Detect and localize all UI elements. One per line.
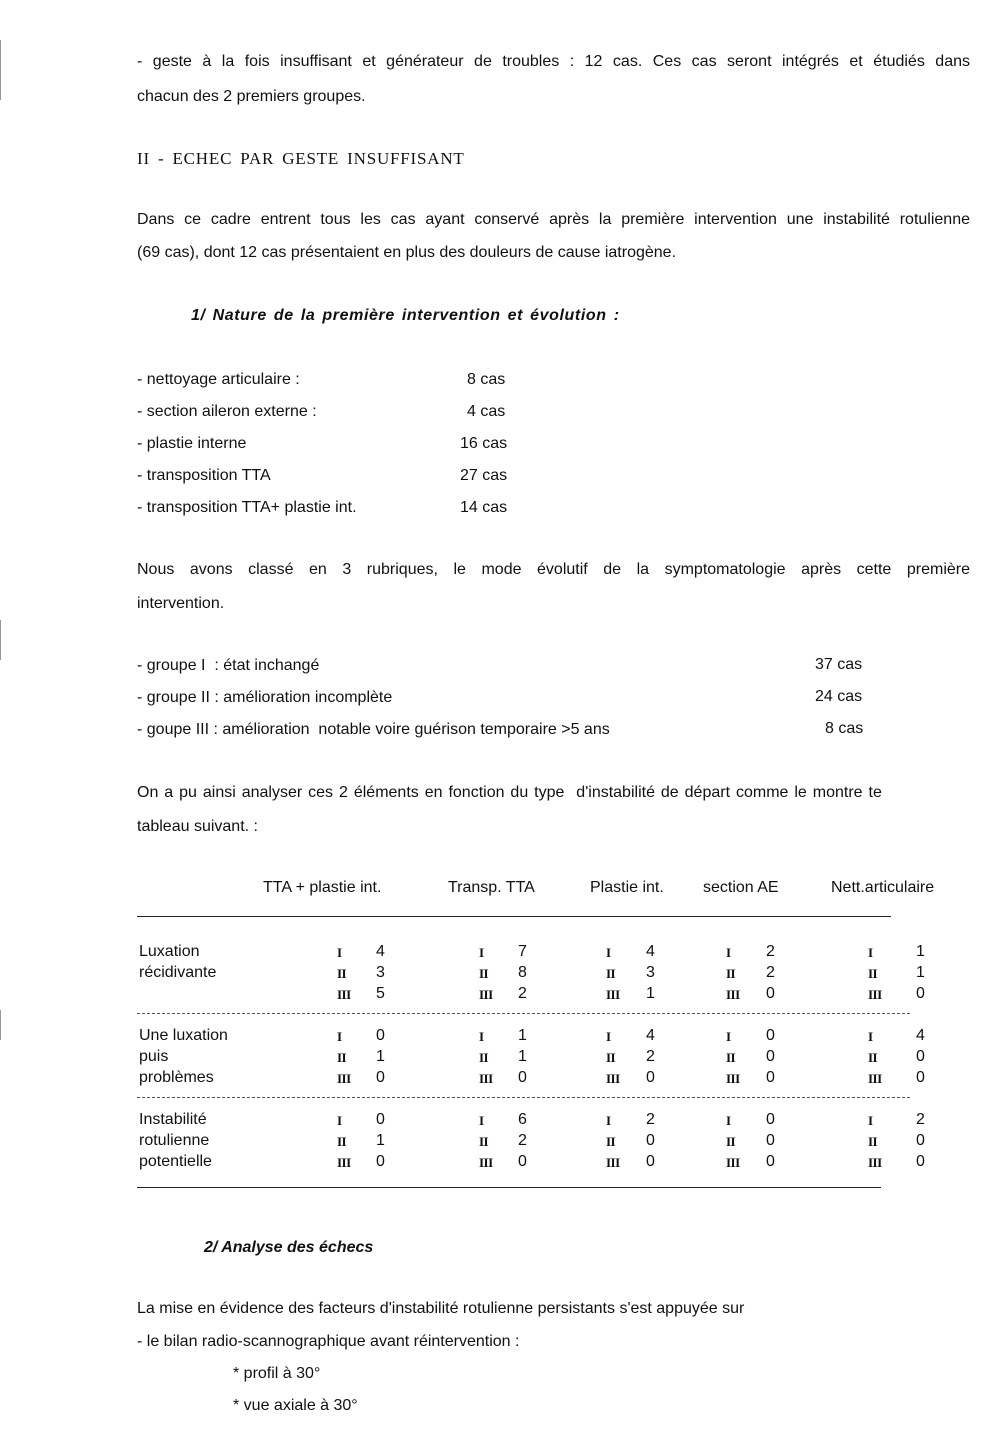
grade-label: II (726, 1050, 736, 1065)
intro-bullet-line-2: chacun des 2 premiers groupes. (137, 88, 366, 105)
table-cell-value: 0 (766, 1111, 775, 1128)
table-cell-value: 1 (916, 964, 925, 981)
table-column-header: TTA + plastie int. (263, 879, 382, 896)
table-cell-value: 0 (766, 1132, 775, 1149)
row-separator (137, 1097, 910, 1098)
final-item: * profil à 30° (233, 1365, 321, 1382)
intervention-count: 16 cas (460, 435, 508, 452)
table-cell-value: 0 (766, 1027, 775, 1044)
grade-label: I (606, 1029, 611, 1044)
final-para: La mise en évidence des facteurs d'instabilité rotulienne persistants s'est appuyée sur (137, 1300, 745, 1317)
table-cell-value: 2 (646, 1111, 655, 1128)
table-cell-value: 2 (646, 1048, 655, 1065)
table-cell-value: 2 (916, 1111, 925, 1128)
row-label: puis (139, 1048, 169, 1065)
grade-label: II (606, 966, 616, 981)
grade-label: I (337, 945, 342, 960)
group-count: 8 cas (825, 720, 864, 737)
grade-label: II (479, 1050, 489, 1065)
table-cell-value: 0 (646, 1069, 655, 1086)
row-label: Une luxation (139, 1027, 228, 1044)
row-label: potentielle (139, 1153, 212, 1170)
grade-label: II (868, 1134, 878, 1149)
classification-para-line-1: Nous avons classé en 3 rubriques, le mode évolutif de la symptomatologie après cette première (137, 561, 970, 578)
grade-label: I (337, 1029, 342, 1044)
grade-label: III (337, 1155, 351, 1170)
grade-label: I (606, 1113, 611, 1128)
grade-label: I (726, 1029, 731, 1044)
table-column-header: Plastie int. (590, 879, 664, 896)
table-cell-value: 0 (376, 1111, 385, 1128)
margin-mark (0, 620, 1, 660)
table-cell-value: 0 (518, 1069, 527, 1086)
table-cell-value: 1 (646, 985, 655, 1002)
intervention-count: 14 cas (460, 499, 508, 516)
grade-label: II (337, 1050, 347, 1065)
grade-label: I (337, 1113, 342, 1128)
grade-label: II (479, 1134, 489, 1149)
grade-label: III (868, 1071, 882, 1086)
table-cell-value: 0 (766, 1048, 775, 1065)
intervention-label: - transposition TTA (137, 467, 271, 484)
table-cell-value: 6 (518, 1111, 527, 1128)
table-cell-value: 2 (518, 985, 527, 1002)
table-cell-value: 0 (766, 1153, 775, 1170)
table-cell-value: 0 (376, 1027, 385, 1044)
table-cell-value: 8 (518, 964, 527, 981)
table-column-header: section AE (703, 879, 779, 896)
group-label: - goupe III : amélioration notable voire guérison temporaire >5 ans (137, 721, 610, 738)
grade-label: II (337, 1134, 347, 1149)
table-cell-value: 1 (518, 1027, 527, 1044)
intervention-count: 27 cas (460, 467, 508, 484)
table-cell-value: 7 (518, 943, 527, 960)
table-cell-value: 0 (766, 1069, 775, 1086)
group-count: 37 cas (815, 656, 863, 673)
table-cell-value: 0 (916, 1048, 925, 1065)
grade-label: III (606, 1155, 620, 1170)
analysis-para-line-2: tableau suivant. : (137, 818, 258, 835)
row-label: rotulienne (139, 1132, 210, 1149)
group-label: - groupe II : amélioration incomplète (137, 689, 393, 706)
grade-label: II (868, 1050, 878, 1065)
row-label: récidivante (139, 964, 217, 981)
grade-label: I (726, 945, 731, 960)
table-column-header: Nett.articulaire (831, 879, 935, 896)
grade-label: II (606, 1050, 616, 1065)
table-cell-value: 0 (376, 1069, 385, 1086)
margin-mark (0, 40, 1, 100)
section-title: II - ECHEC PAR GESTE INSUFFISANT (137, 149, 465, 168)
grade-label: I (479, 1113, 484, 1128)
grade-label: III (479, 1155, 493, 1170)
margin-mark (0, 1010, 1, 1040)
grade-label: II (726, 1134, 736, 1149)
grade-label: III (606, 987, 620, 1002)
section-para-line-1: Dans ce cadre entrent tous les cas ayant conservé après la première intervention une instabilité rotulienne (137, 211, 970, 228)
grade-label: III (479, 987, 493, 1002)
table-cell-value: 5 (376, 985, 385, 1002)
grade-label: II (726, 966, 736, 981)
intervention-label: - section aileron externe : (137, 403, 317, 420)
intervention-count: 4 cas (467, 403, 506, 420)
grade-label: I (479, 945, 484, 960)
grade-label: III (337, 1071, 351, 1086)
group-count: 24 cas (815, 688, 863, 705)
grade-label: I (479, 1029, 484, 1044)
grade-label: I (868, 1113, 873, 1128)
table-cell-value: 1 (376, 1132, 385, 1149)
table-cell-value: 0 (916, 985, 925, 1002)
section-para-line-2: (69 cas), dont 12 cas présentaient en plus des douleurs de cause iatrogène. (137, 244, 677, 261)
grade-label: III (726, 987, 740, 1002)
table-cell-value: 4 (646, 943, 655, 960)
grade-label: III (868, 1155, 882, 1170)
table-column-header: Transp. TTA (448, 879, 535, 896)
final-bullet: - le bilan radio-scannographique avant réintervention : (137, 1333, 520, 1350)
intervention-count: 8 cas (467, 371, 506, 388)
subsection-2-title: 2/ Analyse des échecs (204, 1239, 374, 1256)
grade-label: II (868, 966, 878, 981)
intervention-label: - transposition TTA+ plastie int. (137, 499, 357, 516)
table-cell-value: 4 (646, 1027, 655, 1044)
grade-label: III (337, 987, 351, 1002)
row-label: Luxation (139, 943, 200, 960)
table-cell-value: 3 (646, 964, 655, 981)
table-cell-value: 4 (376, 943, 385, 960)
table-cell-value: 2 (518, 1132, 527, 1149)
intro-bullet-line-1: - geste à la fois insuffisant et générateur de troubles : 12 cas. Ces cas seront intégrés et étudiés dans (137, 53, 970, 70)
final-item: * vue axiale à 30° (233, 1397, 358, 1414)
table-cell-value: 0 (376, 1153, 385, 1170)
table-cell-value: 0 (646, 1132, 655, 1149)
table-cell-value: 1 (376, 1048, 385, 1065)
grade-label: III (726, 1071, 740, 1086)
grade-label: I (868, 945, 873, 960)
grade-label: III (479, 1071, 493, 1086)
grade-label: II (337, 966, 347, 981)
row-label: problèmes (139, 1069, 214, 1086)
table-cell-value: 0 (646, 1153, 655, 1170)
table-cell-value: 0 (916, 1069, 925, 1086)
table-cell-value: 2 (766, 943, 775, 960)
table-cell-value: 3 (376, 964, 385, 981)
classification-para-line-2: intervention. (137, 595, 225, 612)
intervention-label: - nettoyage articulaire : (137, 371, 300, 388)
table-cell-value: 1 (518, 1048, 527, 1065)
subsection-1-title: 1/ Nature de la première intervention et évolution : (191, 307, 620, 324)
grade-label: III (868, 987, 882, 1002)
table-bottom-rule (137, 1187, 881, 1188)
grade-label: III (606, 1071, 620, 1086)
row-separator (137, 1013, 910, 1014)
grade-label: I (606, 945, 611, 960)
analysis-para-line-1: On a pu ainsi analyser ces 2 éléments en fonction du type d'instabilité de départ comme le montre te (137, 784, 882, 801)
grade-label: I (868, 1029, 873, 1044)
table-cell-value: 0 (766, 985, 775, 1002)
grade-label: II (479, 966, 489, 981)
row-label: Instabilité (139, 1111, 207, 1128)
table-cell-value: 4 (916, 1027, 925, 1044)
grade-label: I (726, 1113, 731, 1128)
table-cell-value: 1 (916, 943, 925, 960)
table-cell-value: 0 (916, 1132, 925, 1149)
table-top-rule (137, 916, 891, 917)
table-cell-value: 0 (518, 1153, 527, 1170)
grade-label: III (726, 1155, 740, 1170)
intervention-label: - plastie interne (137, 435, 247, 452)
table-cell-value: 0 (916, 1153, 925, 1170)
grade-label: II (606, 1134, 616, 1149)
table-cell-value: 2 (766, 964, 775, 981)
group-label: - groupe I : état inchangé (137, 657, 320, 674)
